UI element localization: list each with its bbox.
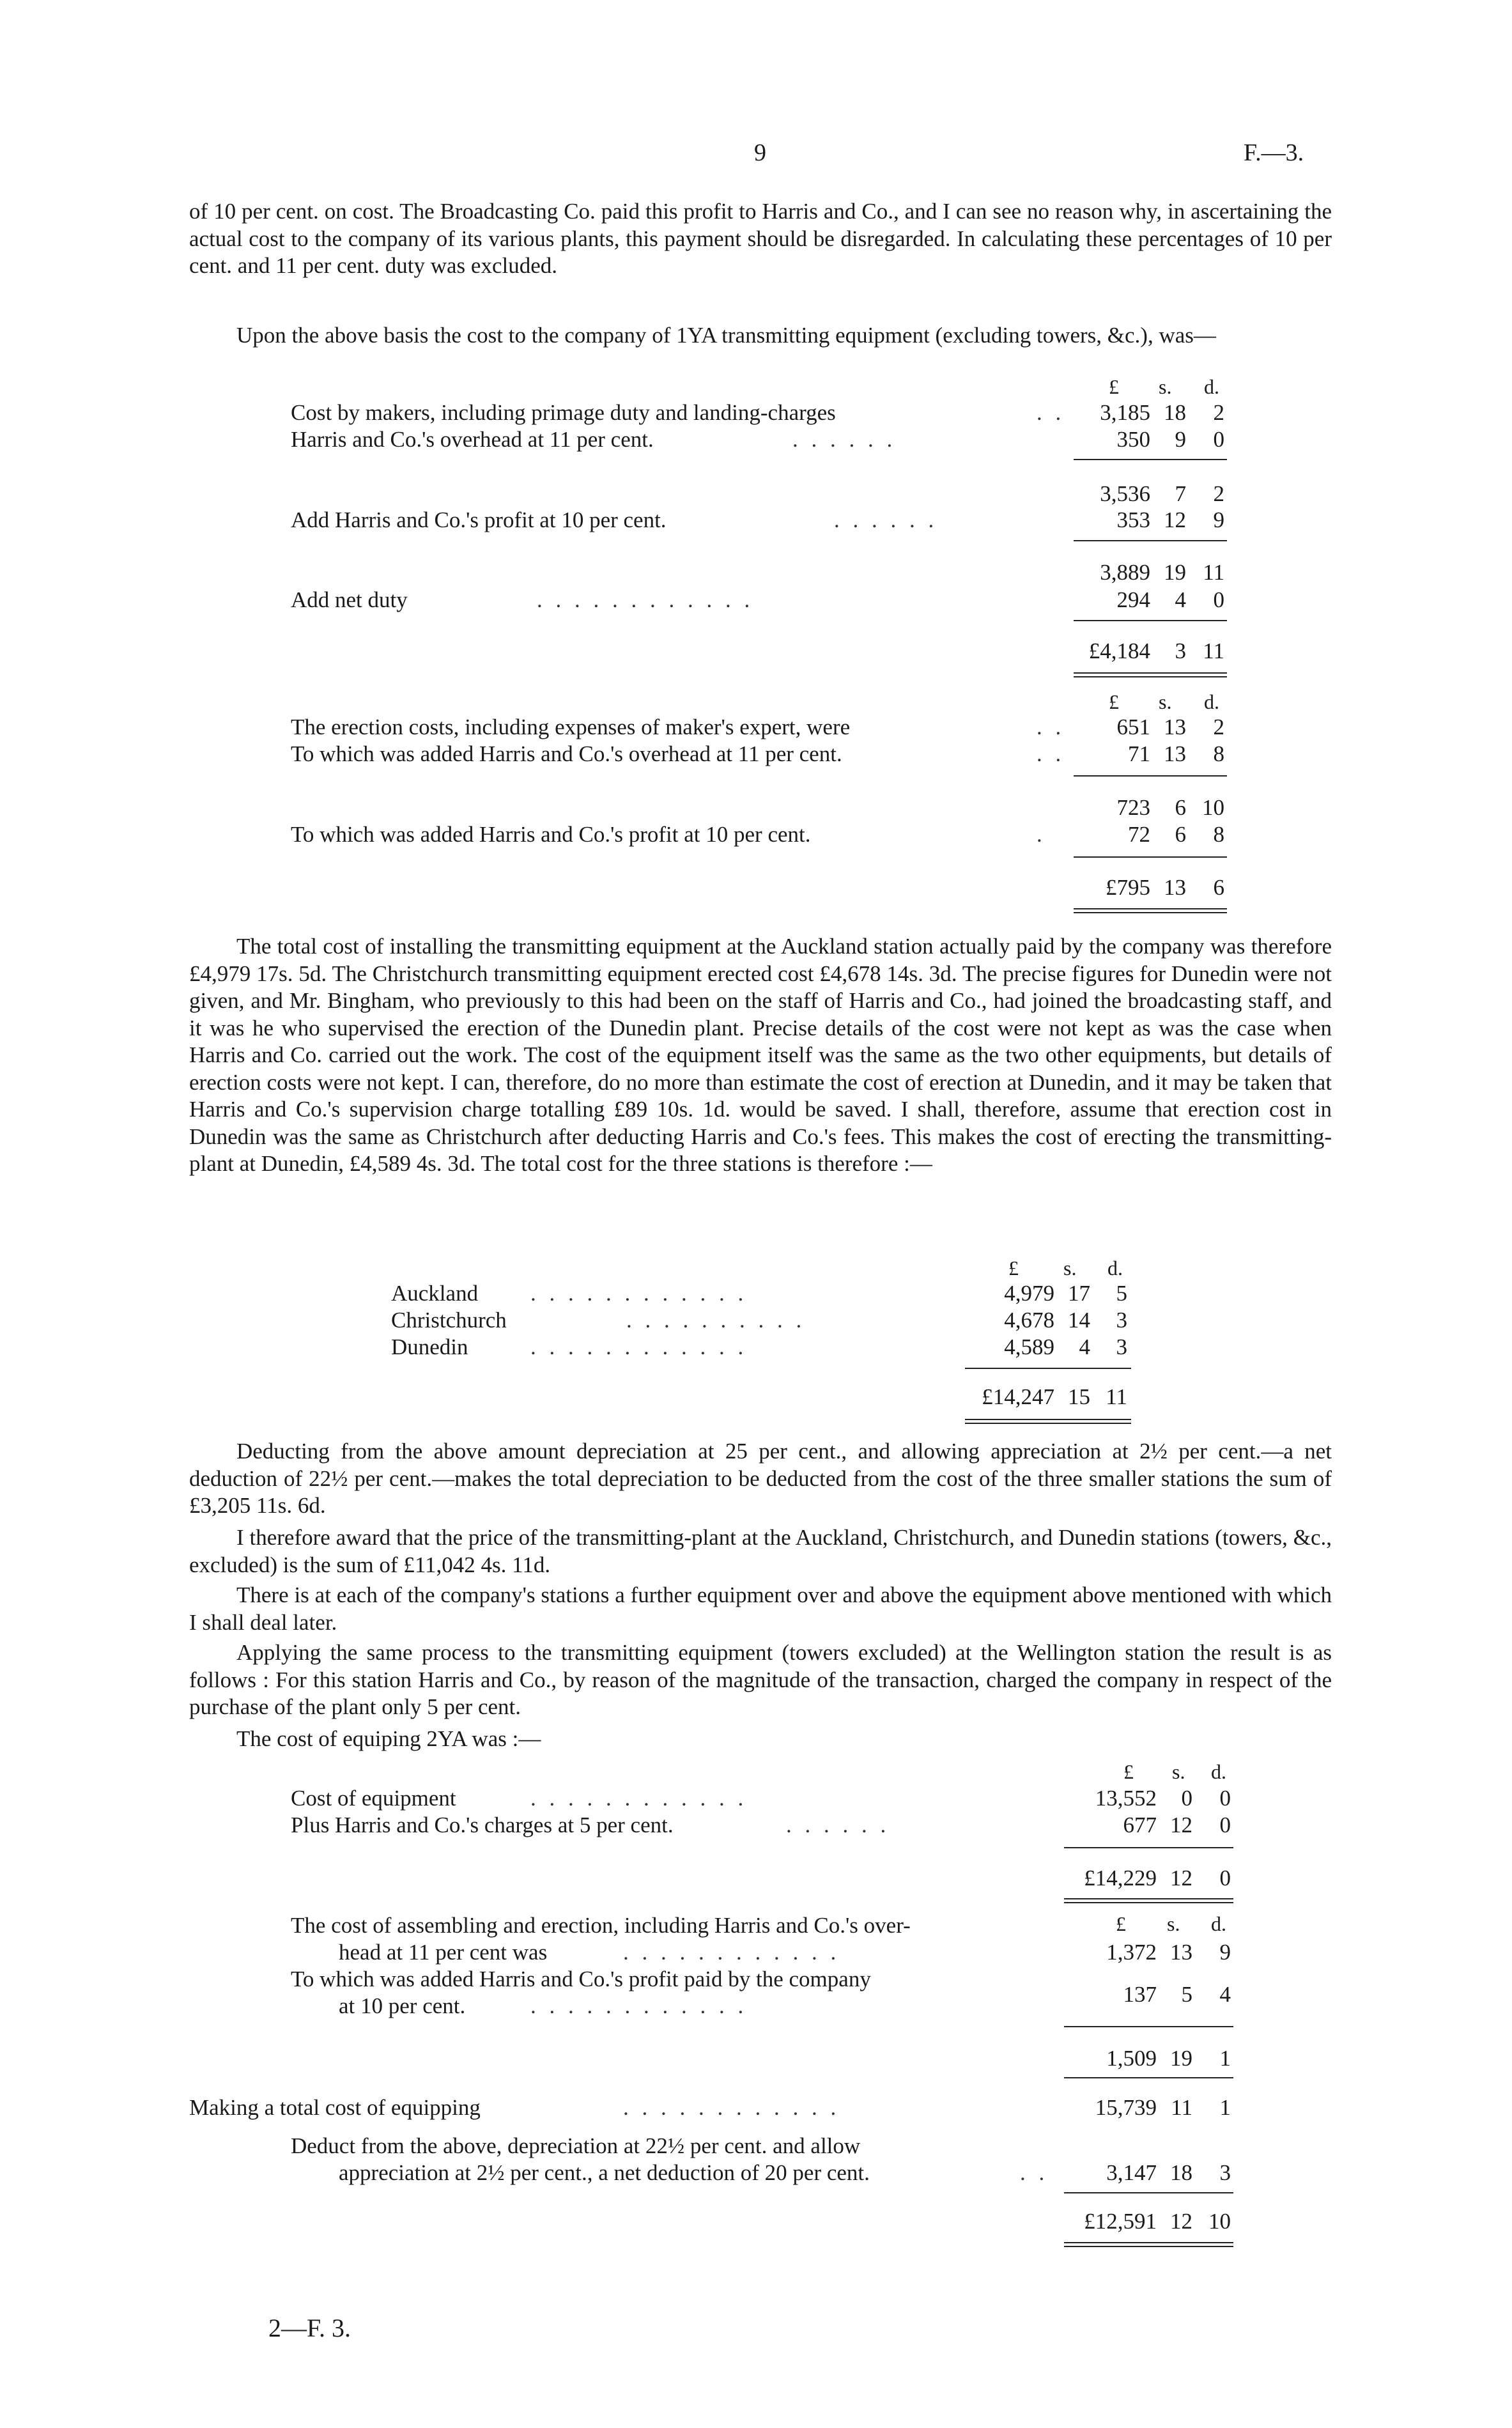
leader-dots: . .	[1020, 2160, 1049, 2185]
leader-dots: . . . . . .	[792, 427, 897, 452]
amount-pence: 0	[1213, 587, 1224, 612]
sum-rule	[1074, 459, 1227, 460]
leader-dots: . .	[1037, 715, 1065, 739]
sum-rule	[1064, 2192, 1233, 2193]
leader-dots: . . . . . . . . . . . .	[537, 587, 754, 612]
total-pounds: £4,184	[1088, 638, 1150, 663]
paragraph-4: Deducting from the above amount depreciation at 25 per cent., and allowing appreciation at 2½ per cent.—a net deduction of 22½ per cent.—makes the total depreciation to be deducted from the cost of the three smaller stations the sum of £3,205 11s. 6d.	[189, 1439, 1332, 1518]
total-pence: 11	[1203, 638, 1224, 663]
amount-pounds: 353	[1116, 507, 1150, 532]
amount-shillings: 17	[1068, 1281, 1090, 1306]
amount-shillings: 12	[1164, 507, 1186, 532]
amount-pounds: 4,979	[1004, 1281, 1054, 1306]
total-pounds: £14,247	[982, 1384, 1054, 1409]
col-shillings: s.	[1172, 1760, 1185, 1783]
amount-shillings: 13	[1164, 715, 1186, 739]
leader-dots: . . . . . . . . . . . .	[530, 1281, 748, 1306]
amount-pounds: 137	[1123, 1982, 1157, 2007]
amount-pence: 2	[1213, 400, 1224, 425]
table-row-label: The erection costs, including expenses of maker's expert, were	[291, 715, 851, 739]
row-label-line: To which was added Harris and Co.'s profit paid by the company	[291, 1967, 871, 1991]
amount-shillings: 18	[1170, 2160, 1192, 2185]
table-row-label: Add Harris and Co.'s profit at 10 per cent.	[291, 507, 667, 532]
amount-shillings: 12	[1170, 1813, 1192, 1837]
total-pounds: £14,229	[1084, 1866, 1157, 1891]
col-pence: d.	[1211, 1760, 1226, 1783]
amount-pounds: 4,678	[1004, 1308, 1054, 1333]
amount-pence: 3	[1219, 2160, 1231, 2185]
col-pounds: £	[1008, 1257, 1019, 1280]
table-row-label: Harris and Co.'s overhead at 11 per cent.	[291, 427, 654, 452]
amount-pounds: 723	[1116, 795, 1150, 820]
leader-dots: . .	[1037, 741, 1065, 766]
total-double-rule	[1074, 672, 1227, 677]
amount-shillings: 9	[1175, 427, 1186, 452]
amount-shillings: 13	[1170, 1940, 1192, 1965]
total-shillings: 12	[1170, 2209, 1192, 2234]
row-label-line: The cost of assembling and erection, including Harris and Co.'s over-	[291, 1913, 911, 1938]
sum-rule	[965, 1368, 1131, 1369]
paragraph-8: The cost of equiping 2YA was :—	[236, 1726, 541, 1751]
amount-pounds: 13,552	[1095, 1786, 1157, 1811]
amount-shillings: 11	[1171, 2095, 1192, 2120]
amount-pounds: 350	[1116, 427, 1150, 452]
amount-pounds: 651	[1116, 715, 1150, 739]
page-number: 9	[754, 139, 766, 166]
col-pounds: £	[1109, 375, 1119, 398]
amount-pence: 5	[1116, 1281, 1127, 1306]
col-pence: d.	[1107, 1257, 1123, 1280]
leader-dots: .	[1037, 822, 1046, 847]
amount-shillings: 14	[1068, 1308, 1090, 1333]
table-row-label: Cost of equipment	[291, 1786, 456, 1811]
total-pence: 11	[1106, 1384, 1127, 1409]
amount-pounds: 3,147	[1106, 2160, 1157, 2185]
table-row-label: Cost by makers, including primage duty and landing-charges	[291, 400, 836, 425]
col-pence: d.	[1211, 1912, 1226, 1935]
amount-pounds: 3,185	[1100, 400, 1150, 425]
station-label: Christchurch	[391, 1308, 507, 1333]
amount-pence: 8	[1213, 822, 1224, 847]
amount-shillings: 0	[1181, 1786, 1192, 1811]
subtotal-shillings: 19	[1170, 2046, 1192, 2071]
total-double-rule	[1064, 2242, 1233, 2247]
paragraph-1: of 10 per cent. on cost. The Broadcasting Co. paid this profit to Harris and Co., and I can see no reason why, in ascertaining the actual cost to the company of its various plants, this payment should be disregarded. In calculating these percentages of 10 per cent. and 11 per cent. duty was excluded.	[189, 199, 1332, 278]
row-label-line: appreciation at 2½ per cent., a net deduction of 20 per cent.	[339, 2160, 870, 2185]
row-label-line: Deduct from the above, depreciation at 22½ per cent. and allow	[291, 2133, 861, 2158]
paragraph-5: I therefore award that the price of the transmitting-plant at the Auckland, Christchurch, and Dunedin stations (towers, &c., excluded) is the sum of £11,042 4s. 11d.	[189, 1525, 1332, 1577]
document-reference: F.—3.	[1244, 139, 1304, 166]
total-pounds: £795	[1106, 875, 1150, 900]
leader-dots: . . . . . . . . . . . .	[530, 1993, 748, 2018]
paragraph-2: Upon the above basis the cost to the company of 1YA transmitting equipment (excluding towers, &c.), was—	[236, 323, 1216, 348]
sum-rule	[1074, 540, 1227, 541]
col-pounds: £	[1116, 1912, 1126, 1935]
paragraph-3: The total cost of installing the transmitting equipment at the Auckland station actually paid by the company was therefore £4,979 17s. 5d. The Christchurch transmitting equipment erected cost £4,678 14s. 3d. The precise figures for Dunedin were not given, and Mr. Bingham, who previously to this had been on the staff of Harris and Co., had joined the broadcasting staff, and it was he who supervised the erection of the Dunedin plant. Precise details of the cost were not kept as was the case when Harris and Co. carried out the work. The cost of the equipment itself was the same as the two other equipments, but details of erection costs were not kept. I can, therefore, do no more than estimate the cost of erection at Dunedin, and it may be taken that Harris and Co.'s supervision charge totalling £89 10s. 1d. would be saved. I shall, therefore, assume that erection cost in Dunedin was the same as Christchurch after deducting Harris and Co.'s fees. This makes the cost of erecting the transmitting-plant at Dunedin, £4,589 4s. 3d. The total cost for the three stations is therefore :—	[189, 934, 1332, 1176]
amount-pence: 10	[1202, 795, 1224, 820]
amount-pence: 0	[1219, 1813, 1231, 1837]
station-label: Auckland	[391, 1281, 479, 1306]
col-shillings: s.	[1167, 1912, 1180, 1935]
total-pence: 10	[1208, 2209, 1231, 2234]
leader-dots: . . . . . . . . . . . .	[530, 1786, 748, 1811]
row-label-line: head at 11 per cent was	[339, 1940, 548, 1965]
subtotal-pence: 1	[1219, 2046, 1231, 2071]
amount-pence: 11	[1203, 560, 1224, 585]
amount-pounds: 71	[1128, 741, 1150, 766]
station-label: Dunedin	[391, 1334, 468, 1359]
leader-dots: . .	[1037, 400, 1065, 425]
col-shillings: s.	[1063, 1257, 1077, 1280]
amount-pence: 9	[1213, 507, 1224, 532]
amount-pence: 3	[1116, 1334, 1127, 1359]
amount-shillings: 18	[1164, 400, 1186, 425]
total-shillings: 3	[1175, 638, 1186, 663]
amount-pence: 0	[1213, 427, 1224, 452]
sum-rule	[1064, 2026, 1233, 2027]
amount-pounds: 3,889	[1100, 560, 1150, 585]
col-pence: d.	[1204, 690, 1219, 713]
paragraph-6: There is at each of the company's stations a further equipment over and above the equipment above mentioned with which I shall deal later.	[189, 1582, 1332, 1635]
col-shillings: s.	[1159, 375, 1172, 398]
col-shillings: s.	[1159, 690, 1172, 713]
table-row-label: Add net duty	[291, 587, 408, 612]
total-pence: 6	[1213, 875, 1224, 900]
total-pounds: £12,591	[1084, 2209, 1157, 2234]
table-row-label: Plus Harris and Co.'s charges at 5 per cent.	[291, 1813, 674, 1837]
col-pence: d.	[1204, 375, 1219, 398]
amount-shillings: 4	[1079, 1334, 1090, 1359]
leader-dots: . . . . . . . . . . . .	[530, 1334, 748, 1359]
sum-rule	[1074, 856, 1227, 858]
amount-pence: 1	[1219, 2095, 1231, 2120]
amount-shillings: 5	[1181, 1982, 1192, 2007]
amount-pounds: 294	[1116, 587, 1150, 612]
leader-dots: . . . . . .	[834, 507, 938, 532]
total-double-rule	[965, 1419, 1131, 1424]
paragraph-7: Applying the same process to the transmitting equipment (towers excluded) at the Wellington station the result is as follows : For this station Harris and Co., by reason of the magnitude of the transaction, charged the company in respect of the purchase of the plant only 5 per cent.	[189, 1640, 1332, 1719]
amount-pounds: 15,739	[1095, 2095, 1157, 2120]
total-double-rule	[1074, 908, 1227, 913]
leader-dots: . . . . . . . . . .	[626, 1308, 806, 1333]
amount-shillings: 6	[1175, 822, 1186, 847]
total-shillings: 15	[1068, 1384, 1090, 1409]
total-shillings: 12	[1170, 1866, 1192, 1891]
making-total-label: Making a total cost of equipping	[189, 2095, 481, 2120]
sum-rule	[1064, 1847, 1233, 1848]
amount-shillings: 4	[1175, 587, 1186, 612]
row-label-line: at 10 per cent.	[339, 1993, 466, 2018]
amount-shillings: 19	[1164, 560, 1186, 585]
sum-rule	[1064, 2077, 1233, 2078]
amount-pounds: 4,589	[1004, 1334, 1054, 1359]
col-pounds: £	[1123, 1760, 1134, 1783]
amount-shillings: 6	[1175, 795, 1186, 820]
total-pence: 0	[1219, 1866, 1231, 1891]
total-shillings: 13	[1164, 875, 1186, 900]
footer-signature: 2—F. 3.	[268, 2314, 351, 2342]
amount-pence: 3	[1116, 1308, 1127, 1333]
sum-rule	[1074, 620, 1227, 621]
table-row-label: To which was added Harris and Co.'s overhead at 11 per cent.	[291, 741, 842, 766]
table-row-label: To which was added Harris and Co.'s profit at 10 per cent.	[291, 822, 811, 847]
amount-pounds: 677	[1123, 1813, 1157, 1837]
leader-dots: . . . . . . . . . . . .	[623, 1940, 840, 1965]
amount-pounds: 72	[1128, 822, 1150, 847]
amount-pence: 2	[1213, 715, 1224, 739]
amount-pounds: 1,372	[1106, 1940, 1157, 1965]
total-double-rule	[1064, 1898, 1233, 1903]
col-pounds: £	[1109, 690, 1119, 713]
amount-shillings: 13	[1164, 741, 1186, 766]
amount-pence: 0	[1219, 1786, 1231, 1811]
amount-pence: 4	[1219, 1982, 1231, 2007]
amount-shillings: 7	[1175, 481, 1186, 506]
amount-pence: 9	[1219, 1940, 1231, 1965]
sum-rule	[1074, 775, 1227, 777]
amount-pence: 2	[1213, 481, 1224, 506]
subtotal-pounds: 1,509	[1106, 2046, 1157, 2071]
leader-dots: . . . . . .	[786, 1813, 890, 1837]
amount-pence: 8	[1213, 741, 1224, 766]
leader-dots: . . . . . . . . . . . .	[623, 2095, 840, 2120]
amount-pounds: 3,536	[1100, 481, 1150, 506]
